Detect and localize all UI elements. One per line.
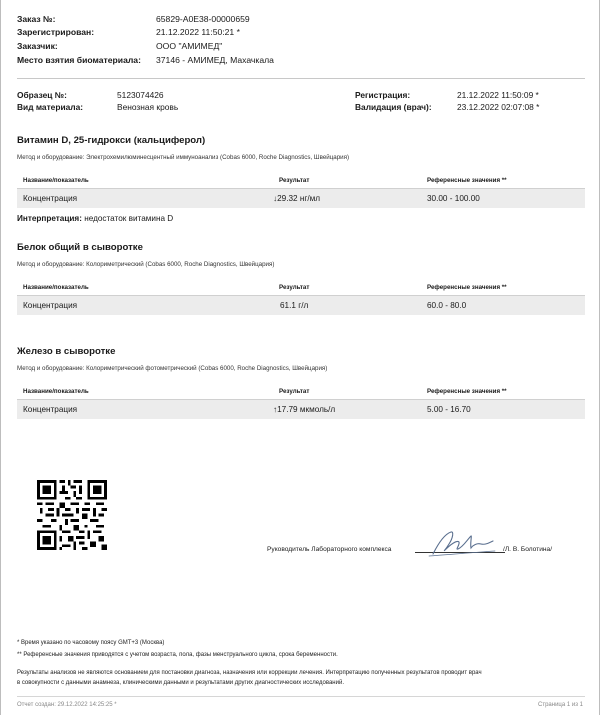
column-header-name: Название/показатель	[23, 284, 89, 291]
interpretation-text: недостаток витамина D	[84, 214, 174, 223]
test-method: Метод и оборудование: Колориметрический фотометрический (Cobas 6000, Roche Diagnostics, Швейцария)	[17, 365, 328, 372]
column-header-ref: Референсные значения **	[427, 388, 507, 395]
footer-divider	[17, 696, 585, 697]
ref-value: 5.00 - 16.70	[427, 405, 471, 414]
qr-code-icon	[37, 480, 107, 550]
result-cell	[273, 405, 335, 414]
validation-value: 23.12.2022 02:07:08 *	[457, 102, 540, 112]
result-value: 29.32 нг/мл	[277, 194, 321, 203]
handwritten-signature-icon	[425, 526, 497, 560]
table-row	[17, 188, 585, 208]
test-title: Железо в сыворотке	[17, 346, 116, 357]
header-divider	[17, 78, 585, 79]
page-number: Страница 1 из 1	[538, 702, 583, 708]
indicator-name: Концентрация	[23, 301, 78, 310]
indicator-name: Концентрация	[23, 405, 78, 414]
interpretation-label: Интерпретация:	[17, 214, 82, 223]
column-header-result: Результат	[279, 388, 310, 395]
indicator-name: Концентрация	[23, 194, 78, 203]
validation-label: Валидация (врач):	[355, 102, 432, 112]
column-header-result: Результат	[279, 284, 310, 291]
column-header-ref: Референсные значения **	[427, 284, 507, 291]
customer-label: Заказчик:	[17, 41, 58, 51]
sample-number-label: Образец №:	[17, 90, 67, 100]
test-method: Метод и оборудование: Электрохемилюминесцентный иммуноанализ (Cobas 6000, Roche Diagnostics, Швейцария)	[17, 154, 350, 161]
ref-value: 60.0 - 80.0	[427, 301, 467, 310]
test-title: Белок общий в сыворотке	[17, 242, 143, 253]
customer-value: ООО "АМИМЕД"	[156, 41, 223, 51]
ref-value: 30.00 - 100.00	[427, 194, 480, 203]
footnote-time: * Время указано по часовому поясу GMT+3 (Москва)	[17, 640, 165, 646]
registered-label: Зарегистрирован:	[17, 27, 95, 37]
place-label: Место взятия биоматериала:	[17, 55, 141, 65]
test-method: Метод и оборудование: Колориметрический (Cobas 6000, Roche Diagnostics, Швейцария)	[17, 261, 275, 268]
disclaimer-line-2: в совокупности с данными анамнеза, клиническими данными и результатами других диагностических исследований.	[17, 680, 344, 686]
disclaimer-line-1: Результаты анализов не являются основанием для постановки диагноза, назначения или коррекции лечения. Интерпретацию полученных результатов проводит врач	[17, 670, 482, 676]
column-header-result: Результат	[279, 177, 310, 184]
registration-label: Регистрация:	[355, 90, 411, 100]
table-row	[17, 399, 585, 419]
footnote-ref: ** Референсные значения приводятся с учетом возраста, пола, фазы менструального цикла, срока беременности.	[17, 652, 338, 658]
arrow-down-icon: ↓	[273, 194, 278, 203]
order-number-value: 65829-A0E38-00000659	[156, 14, 250, 24]
column-header-ref: Референсные значения **	[427, 177, 507, 184]
column-header-name: Название/показатель	[23, 388, 89, 395]
test-title: Витамин D, 25-гидрокси (кальциферол)	[17, 135, 206, 146]
column-header-name: Название/показатель	[23, 177, 89, 184]
order-number-label: Заказ №:	[17, 14, 56, 24]
result-value: 61.1 г/л	[280, 301, 309, 310]
arrow-up-icon: ↑	[273, 405, 278, 414]
registration-value: 21.12.2022 11:50:09 *	[457, 90, 539, 100]
signature-role: Руководитель Лабораторного комплекса	[267, 546, 392, 553]
sample-number-value: 5123074426	[117, 90, 164, 100]
place-value: 37146 - АМИМЕД, Махачкала	[156, 55, 274, 65]
result-cell	[273, 194, 320, 203]
material-value: Венозная кровь	[117, 102, 179, 112]
result-value: 17.79 мкмоль/л	[277, 405, 336, 414]
signature-name: /Л. В. Болотина/	[503, 546, 553, 553]
interpretation	[17, 214, 173, 223]
registered-value: 21.12.2022 11:50:21 *	[156, 27, 240, 37]
report-created: Отчет создан: 29.12.2022 14:25:25 *	[17, 702, 117, 708]
table-row	[17, 295, 585, 315]
material-label: Вид материала:	[17, 102, 84, 112]
